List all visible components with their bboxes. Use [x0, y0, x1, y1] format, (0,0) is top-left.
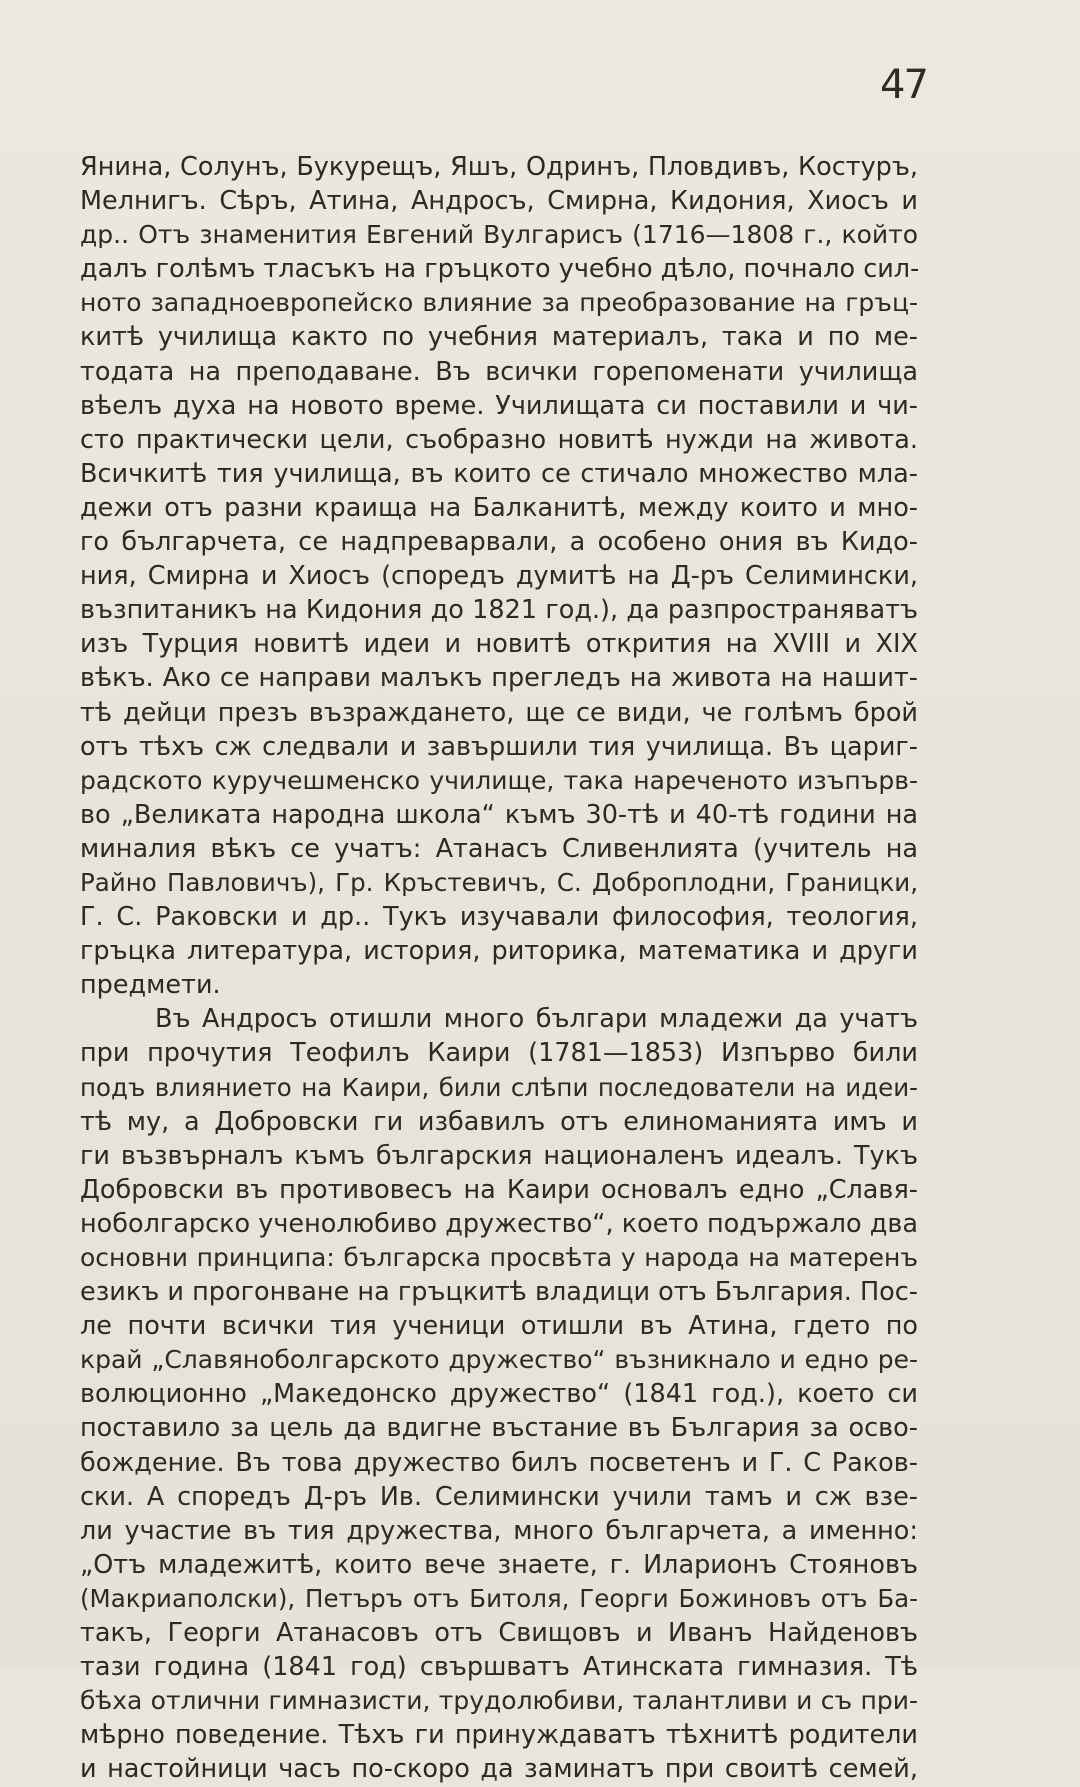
text-line: Добровски въ противовесъ на Каири основалъ едно „Славя- [80, 1174, 918, 1205]
text-line: ноболгарско ученолюбиво дружество“, което подържало два [80, 1208, 918, 1239]
text-line: предмети. [80, 970, 221, 1001]
text-line: езикъ и прогонване на гръцкитѣ владици отъ България. Пос- [80, 1277, 918, 1308]
text-line: мѣрно поведение. Тѣхъ ги принуждаватъ тѣхнитѣ родители [80, 1720, 918, 1751]
text-line: ле почти всички тия ученици отишли въ Атина, гдето по [80, 1311, 918, 1342]
text-line: гръцка литература, история, риторика, математика и други [80, 936, 918, 967]
text-line: ния, Смирна и Хиосъ (споредъ думитѣ на Д-ръ Селимински, [80, 561, 918, 592]
text-line: при прочутия Теофилъ Каири (1781—1853) Изпърво били [80, 1038, 918, 1069]
text-line: далъ голѣмъ тласъкъ на гръцкото учебно дѣло, почнало сил- [80, 254, 920, 285]
text-line: во „Великата народна школа“ къмъ 30-тѣ и 40-тѣ години на [80, 799, 918, 830]
text-line: ното западноевропейско влияние за преобразование на гръц- [80, 288, 918, 318]
text-line: миналия вѣкъ се учатъ: Атанасъ Сливенлията (учитель на [80, 833, 918, 864]
text-line: „Отъ младежитѣ, които вече знаете, г. Иларионъ Стояновъ [80, 1549, 918, 1580]
text-line: сто практически цели, съобразно новитѣ нужди на живота. [80, 424, 918, 455]
text-line: и настойници часъ по-скоро да заминатъ при своитѣ семей, [80, 1754, 918, 1785]
text-line: вѣкъ. Ако се направи малъкъ прегледъ на живота на нашит- [80, 663, 918, 694]
text-line: ли участие въ тия дружества, много българчета, а именно: [80, 1515, 918, 1546]
text-line: дежи отъ разни краища на Балканитѣ, между които и мно- [80, 492, 918, 523]
text-line: ски. А споредъ Д-ръ Ив. Селимински учили тамъ и сж взе- [80, 1481, 918, 1512]
text-line: бождение. Въ това дружество билъ посветенъ и Г. С Раков- [80, 1447, 918, 1478]
text-line: тодата на преподаване. Въ всички горепоменати училища [80, 356, 918, 387]
text-line: подъ влиянието на Каири, били слѣпи последователи на идеи- [80, 1072, 918, 1102]
text-line: край „Славяноболгарското дружество“ възникнало и едно ре- [80, 1345, 918, 1375]
text-line: др.. Отъ знаменития Евгений Вулгарисъ (1716—1808 г., който [80, 220, 918, 250]
text-line: възпитаникъ на Кидония до 1821 год.), да разпространяватъ [80, 595, 918, 626]
text-line: отъ тѣхъ сж следвали и завършили тия училища. Въ цариг- [80, 731, 918, 762]
text-line: вѣелъ духа на новото време. Училищата си поставили и чи- [80, 390, 918, 421]
text-line: тѣ дейци презъ възраждането, ще се види, че голѣмъ брой [80, 697, 918, 728]
text-line: основни принципа: българска просвѣта у народа на матеренъ [80, 1243, 918, 1272]
text-line: Въ Андросъ отишли много българи младежи да учатъ [155, 1004, 918, 1035]
text-line: Всичкитѣ тия училища, въ които се стичало множество мла- [80, 458, 918, 489]
text-line: го българчета, се надпреварвали, а особено ония въ Кидо- [80, 527, 918, 558]
text-line: Райно Павловичъ), Гр. Кръстевичъ, С. Доброплодни, Границки, [80, 867, 918, 897]
text-line: китѣ училища както по учебния материалъ, така и по ме- [80, 322, 918, 353]
body-text [80, 150, 918, 1787]
text-line: бѣха отлични гимназисти, трудолюбиви, талантливи и съ при- [80, 1686, 918, 1716]
text-line: тѣ му, а Добровски ги избавилъ отъ елиноманията имъ и [80, 1106, 918, 1137]
text-line: (Макриаполски), Петъръ отъ Битоля, Георги Божиновъ отъ Ба- [80, 1583, 918, 1613]
text-line: ги възвърналъ къмъ българския националенъ идеалъ. Тукъ [80, 1140, 918, 1171]
text-line: такъ, Георги Атанасовъ отъ Свищовъ и Иванъ Найденовъ [80, 1618, 918, 1649]
text-line: Г. С. Раковски и др.. Тукъ изучавали философия, теология, [80, 902, 918, 933]
text-line: Мелнигъ. Сѣръ, Атина, Андросъ, Смирна, Кидония, Хиосъ и [80, 186, 918, 217]
text-line: Янина, Солунъ, Букурещъ, Яшъ, Одринъ, Пловдивъ, Костуръ, [80, 152, 918, 182]
text-line: волюционно „Македонско дружество“ (1841 год.), което си [80, 1379, 918, 1410]
paragraph-1 [80, 150, 918, 1002]
text-line: поставило за цель да вдигне въстание въ България за осво- [80, 1413, 918, 1444]
text-line: радското куручешменско училище, така нареченото изъпърв- [80, 765, 918, 795]
paragraph-2 [80, 1002, 918, 1786]
page-number: 47 [880, 62, 927, 108]
text-line: изъ Турция новитѣ идеи и новитѣ открития на XVIII и XIX [80, 629, 918, 660]
text-line: тази година (1841 год) свършватъ Атинската гимназия. Тѣ [80, 1652, 918, 1683]
